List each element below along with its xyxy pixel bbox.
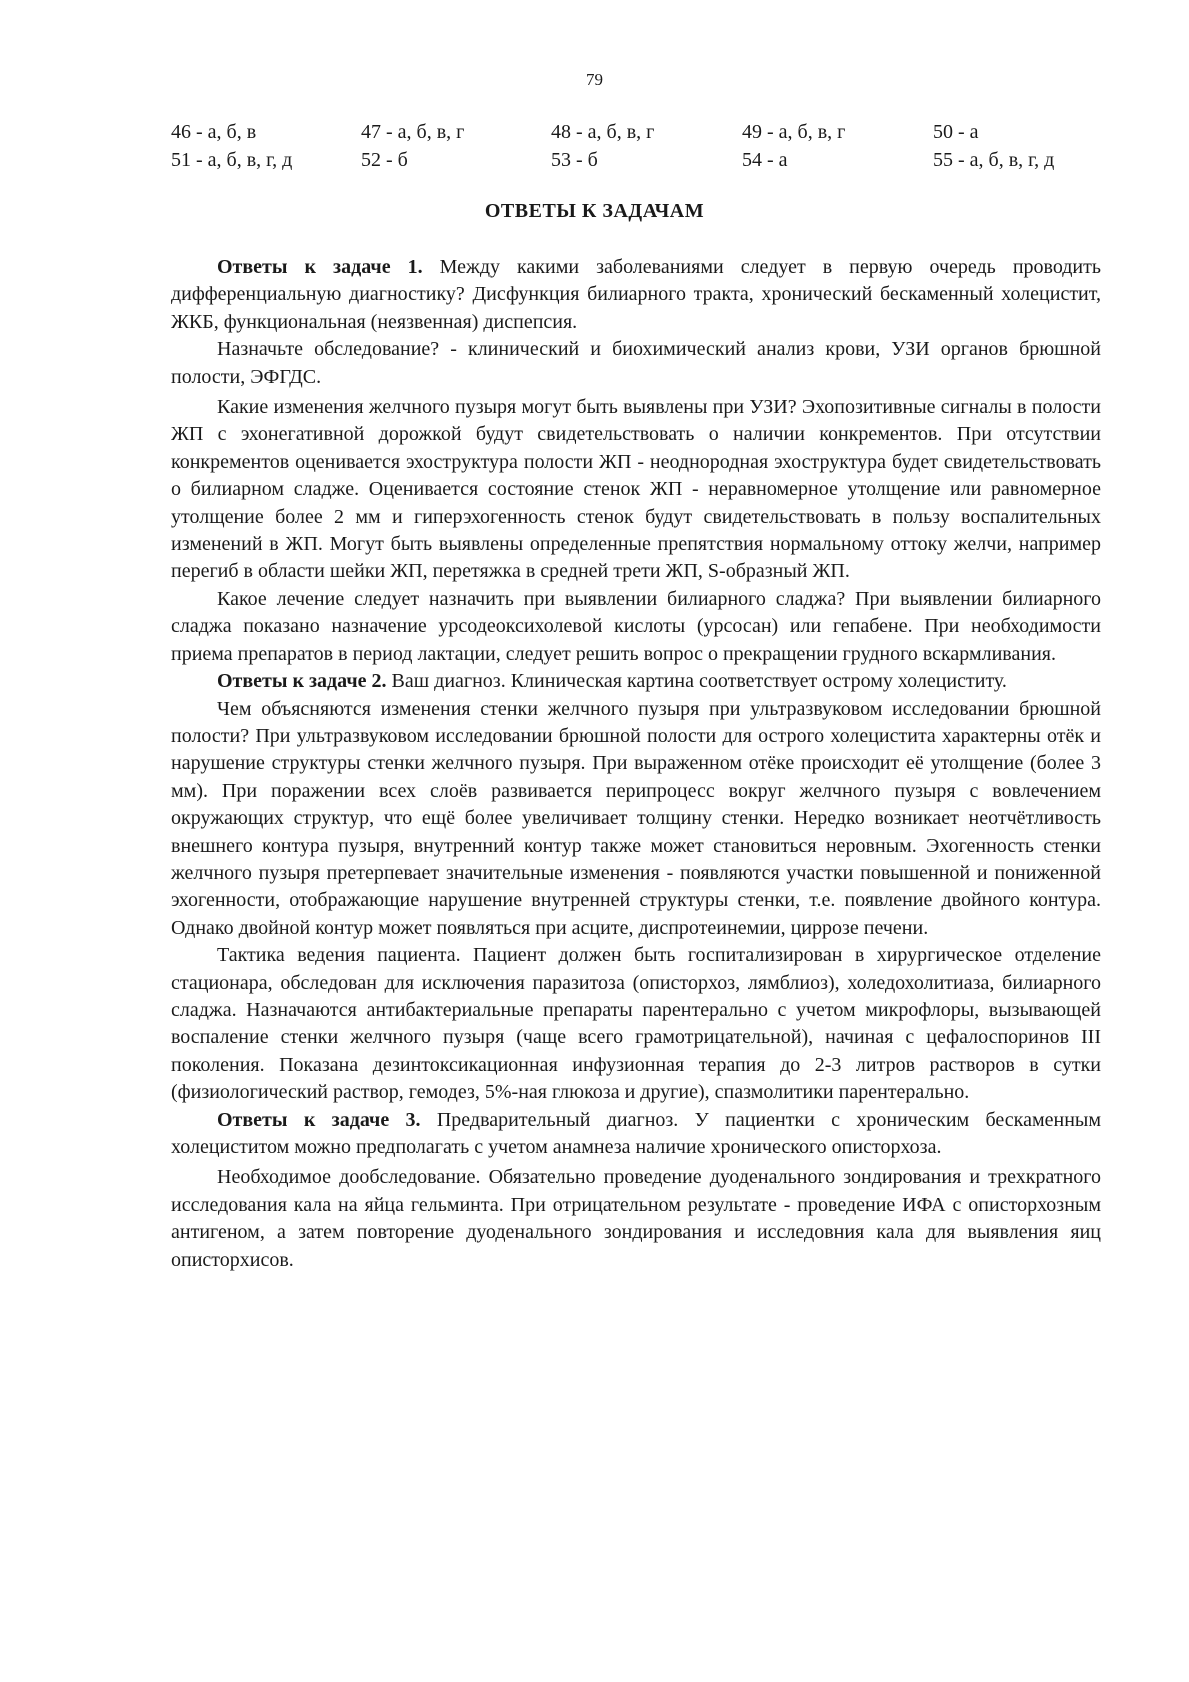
paragraph-text: Предварительный диагноз. У пациентки с хроническим бескаменным холециститом можно предполагать с учетом анамнеза наличие хронического описторхоза. — [171, 1108, 1102, 1158]
answer-item: 48 - а, б, в, г — [551, 121, 655, 143]
answer-item: 50 - а — [933, 121, 979, 143]
paragraph — [171, 942, 1101, 1106]
paragraph-task1-answer — [171, 254, 1101, 336]
answer-item: 49 - а, б, в, г — [742, 121, 846, 143]
paragraph-text: Какое лечение следует назначить при выявлении билиарного сладжа? При выявлении билиарного сладжа показано назначение урсодеоксихолевой кислоты (урсосан) или гепабене. При необходимости приема препаратов в период лактации, следует решить вопрос о прекращении грудного вскармливания. — [171, 587, 1101, 665]
answer-item: 52 - б — [361, 149, 408, 171]
answer-item: 51 - а, б, в, г, д — [171, 149, 293, 171]
body-text — [171, 254, 1101, 1274]
paragraph — [171, 336, 1101, 391]
answer-row — [171, 146, 1091, 174]
answer-item: 46 - а, б, в — [171, 121, 257, 143]
answer-row — [171, 118, 1091, 146]
paragraph-text: Какие изменения желчного пузыря могут быть выявлены при УЗИ? Эхопозитивные сигналы в полости ЖП с эхонегативной дорожкой будут свидетельствовать о наличии конкрементов. При отсутствии конкрементов оценивается эхоструктура полости ЖП - неоднородная эхоструктура будет свидетельствовать о билиарном сладже. Оценивается состояние стенок ЖП - неравномерное утолщение или равномерное утолщение более 2 мм и гиперэхогенность стенок будут свидетельствовать в пользу воспалительных изменений в ЖП. Могут быть выявлены определенные препятствия нормальному оттоку желчи, например перегиб в области шейки ЖП, перетяжка в средней трети ЖП, S-образный ЖП. — [171, 396, 1101, 583]
paragraph — [171, 586, 1101, 668]
answer-key-grid — [171, 118, 1091, 174]
paragraph-lead: Ответы к задаче 3. — [217, 1108, 421, 1131]
paragraph-task3-answer — [171, 1107, 1101, 1162]
answer-item: 54 - а — [742, 149, 788, 171]
section-title: ОТВЕТЫ К ЗАДАЧАМ — [484, 200, 705, 222]
paragraph — [171, 1164, 1101, 1274]
paragraph — [171, 696, 1101, 943]
paragraph — [171, 394, 1101, 586]
page-number: 79 — [586, 70, 603, 89]
paragraph-text: Необходимое дообследование. Обязательно проведение дуоденального зондирования и трехкратного исследования кала на яйца гельминта. При отрицательном результате - проведение ИФА с описторхозным антигеном, а затем повторение дуоденального зондирования и исследовния кала для выявления яиц описторхисов. — [171, 1166, 1101, 1271]
paragraph-text: Тактика ведения пациента. Пациент должен быть госпитализирован в хирургическое отделение стационара, обследован для исключения паразитоза (описторхоз, лямблиоз), холедохолитиаза, билиарного сладжа. Назначаются антибактериальные препараты парентерально с учетом микрофлоры, вызывающей воспаление стенки желчного пузыря (чаще всего грамотрицательной), начиная с цефалоспоринов III поколения. Показана дезинтоксикационная инфузионная терапия до 2-3 литров растворов в сутки (физиологический раствор, гемодез, 5%-ная глюкоза и другие), спазмолитики парентерально. — [171, 944, 1101, 1104]
paragraph-text: Назначьте обследование? - клинический и биохимический анализ крови, УЗИ органов брюшной полости, ЭФГДС. — [171, 338, 1101, 388]
paragraph-task2-answer — [171, 668, 1101, 695]
answer-item: 55 - а, б, в, г, д — [933, 149, 1055, 171]
paragraph-text: Чем объясняются изменения стенки желчного пузыря при ультразвуковом исследовании брюшной полости? При ультразвуковом исследовании брюшной полости для острого холецистита характерны отёк и нарушение структуры стенки желчного пузыря. При выраженном отёке происходит её утолщение (более 3 мм). При поражении всех слоёв развивается перипроцесс вокруг желчного пузыря с вовлечением окружающих структур, что ещё более увеличивает толщину стенки. Нередко возникает неотчётливость внешнего контура пузыря, внутренний контур также может становиться неровным. Эхогенность стенки желчного пузыря претерпевает значительные изменения - появляются участки повышенной и пониженной эхогенности, отображающие нарушение внутренней структуры стенки, т.е. появление двойного контура. Однако двойной контур может появляться при асците, диспротеинемии, циррозе печени. — [171, 697, 1101, 939]
paragraph-text: Ваш диагноз. Клиническая картина соответствует острому холециститу. — [386, 670, 1007, 693]
answer-item: 47 - а, б, в, г — [361, 121, 465, 143]
answer-item: 53 - б — [551, 149, 598, 171]
paragraph-lead: Ответы к задаче 1. — [217, 256, 423, 278]
paragraph-text: Между какими заболеваниями следует в первую очередь проводить дифференциальную диагностику? Дисфункция билиарного тракта, хронический бескаменный холецистит, ЖКБ, функциональная (неязвенная) диспепсия. — [171, 256, 1101, 333]
paragraph-lead: Ответы к задаче 2. — [217, 670, 387, 693]
